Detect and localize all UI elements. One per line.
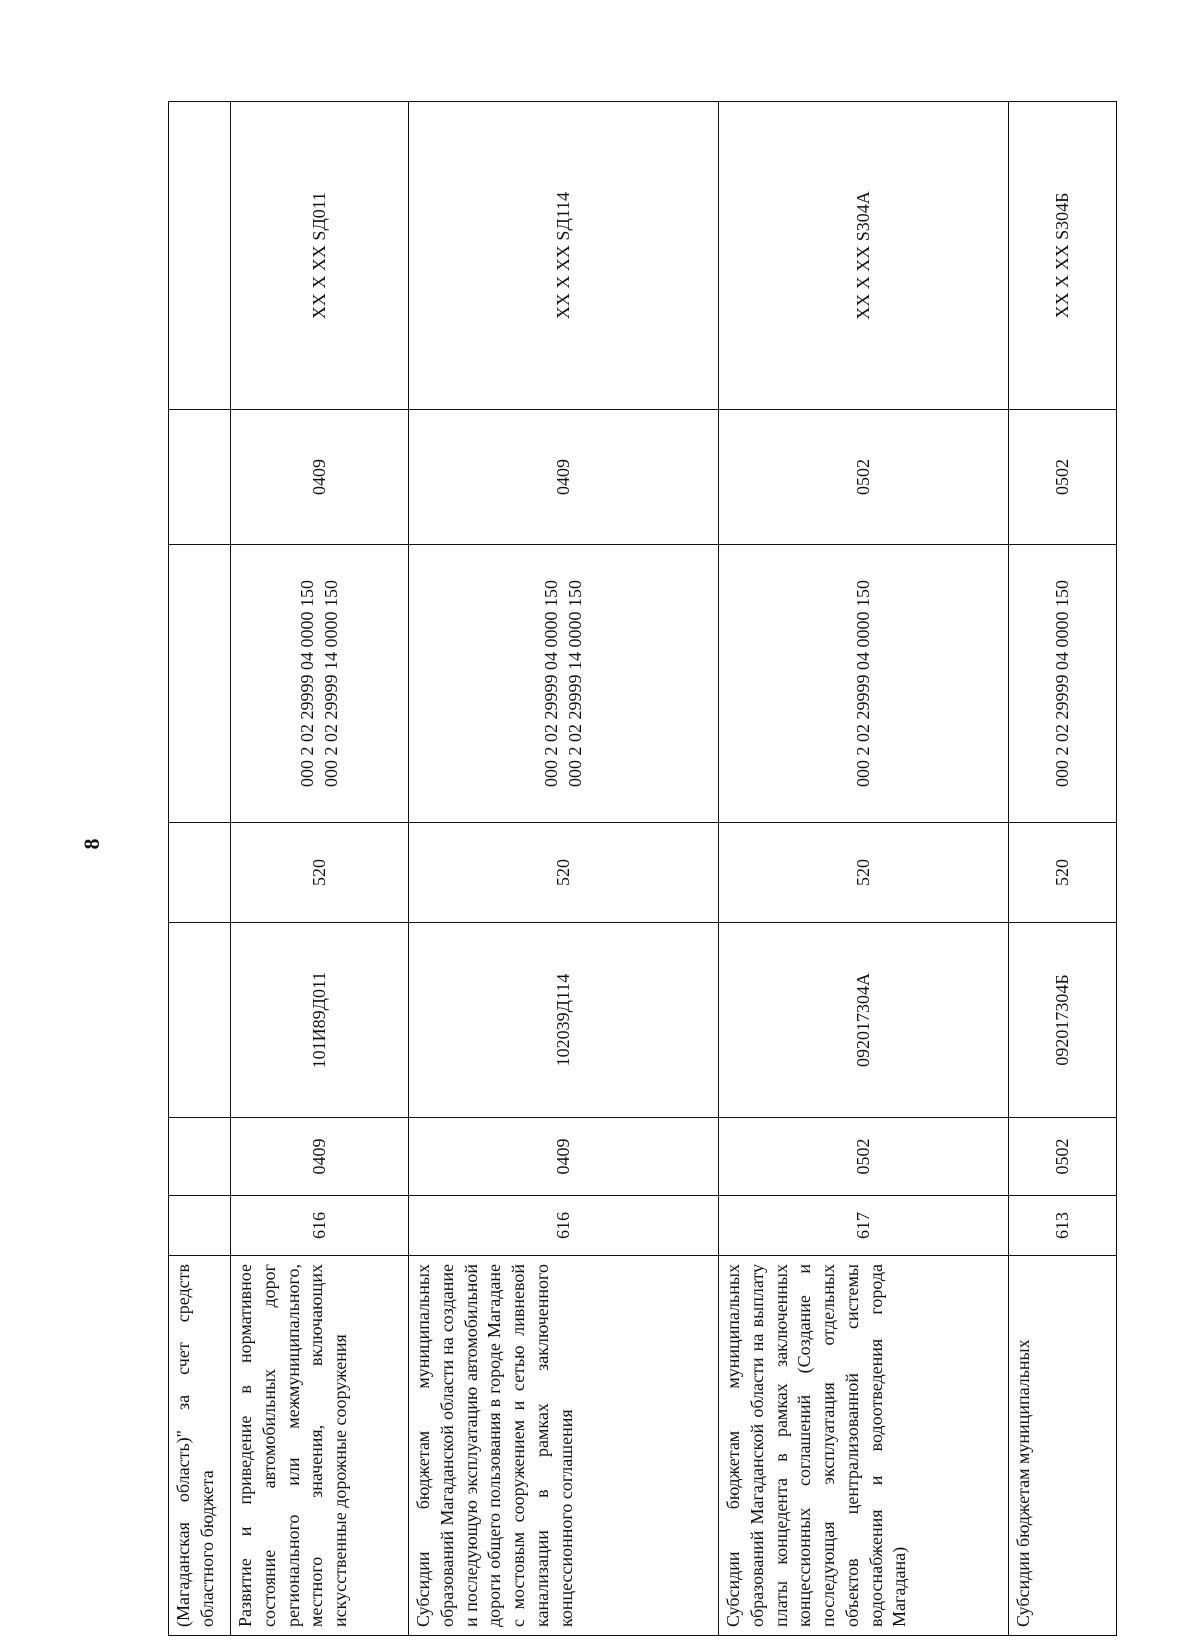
- section-cell: 0409: [231, 1118, 409, 1196]
- income-code-line: 000 2 02 29999 14 0000 150: [320, 580, 341, 787]
- code-cell: 613: [1009, 1196, 1117, 1256]
- municipal-code-cell: XX X XX S304Б: [1009, 102, 1117, 410]
- code-cell: [169, 1196, 231, 1256]
- income-code-line: 000 2 02 29999 04 0000 150: [541, 580, 562, 787]
- municipal-code-cell: XX X XX S304А: [719, 102, 1009, 410]
- budget-codes-table: [168, 101, 1117, 1636]
- description-cell: Субсидии бюджетам муниципальных: [1009, 1256, 1117, 1636]
- municipal-code-cell: [169, 102, 231, 410]
- rotated-table-container: [168, 102, 1116, 1636]
- section-cell: [169, 410, 231, 545]
- section-cell: 0502: [1009, 1118, 1117, 1196]
- target-article-cell: 101И89Д011: [231, 923, 409, 1118]
- description-cell: (Магаданская область)" за счет средств областного бюджета: [169, 1256, 231, 1636]
- income-code-cell: [1009, 545, 1117, 823]
- income-code-cell: [231, 545, 409, 823]
- income-code-line: 000 2 02 29999 14 0000 150: [564, 580, 585, 787]
- section-cell: 0502: [1009, 410, 1117, 545]
- table-row: [1009, 102, 1117, 1636]
- description-cell: Развитие и приведение в нормативное состояние автомобильных дорог регионального или межмуниципального, местного значения, включающих искусственные дорожные сооружения: [231, 1256, 409, 1636]
- income-code-cell: [409, 545, 719, 823]
- table-row: [719, 102, 1009, 1636]
- expense-type-cell: 520: [231, 823, 409, 923]
- municipal-code-cell: XX X XX SД011: [231, 102, 409, 410]
- code-cell: 616: [409, 1196, 719, 1256]
- target-article-cell: [169, 923, 231, 1118]
- income-code-line: 000 2 02 29999 04 0000 150: [1051, 580, 1072, 787]
- section-cell: 0409: [409, 410, 719, 545]
- income-code-cell: [169, 545, 231, 823]
- target-article-cell: 102039Д114: [409, 923, 719, 1118]
- description-cell: Субсидии бюджетам муниципальных образований Магаданской области на выплату платы концедента в рамках заключенных концессионных соглашений (Создание и последующая эксплуатация отдельных объектов централизованной системы водоснабжения и водоотведения города Магадана): [719, 1256, 1009, 1636]
- municipal-code-cell: XX X XX SД114: [409, 102, 719, 410]
- table-row: [231, 102, 409, 1636]
- section-cell: 0409: [409, 1118, 719, 1196]
- target-article-cell: 092017304А: [719, 923, 1009, 1118]
- section-cell: 0409: [231, 410, 409, 545]
- section-cell: 0502: [719, 410, 1009, 545]
- description-cell: Субсидии бюджетам муниципальных образований Магаданской области на создание и последующую эксплуатацию автомобильной дороги общего пользования в городе Магадане с мостовым сооружением и сетью ливневой канализации в рамках заключенного концессионного соглашения: [409, 1256, 719, 1636]
- target-article-cell: 092017304Б: [1009, 923, 1117, 1118]
- page-number: 8: [79, 838, 104, 850]
- income-code-line: 000 2 02 29999 04 0000 150: [852, 580, 873, 787]
- expense-type-cell: 520: [719, 823, 1009, 923]
- expense-type-cell: 520: [409, 823, 719, 923]
- expense-type-cell: 520: [1009, 823, 1117, 923]
- section-cell: 0502: [719, 1118, 1009, 1196]
- table-row: [169, 102, 231, 1636]
- income-code-line: 000 2 02 29999 04 0000 150: [297, 580, 318, 787]
- code-cell: 617: [719, 1196, 1009, 1256]
- income-code-cell: [719, 545, 1009, 823]
- table-row: [409, 102, 719, 1636]
- section-cell: [169, 1118, 231, 1196]
- code-cell: 616: [231, 1196, 409, 1256]
- expense-type-cell: [169, 823, 231, 923]
